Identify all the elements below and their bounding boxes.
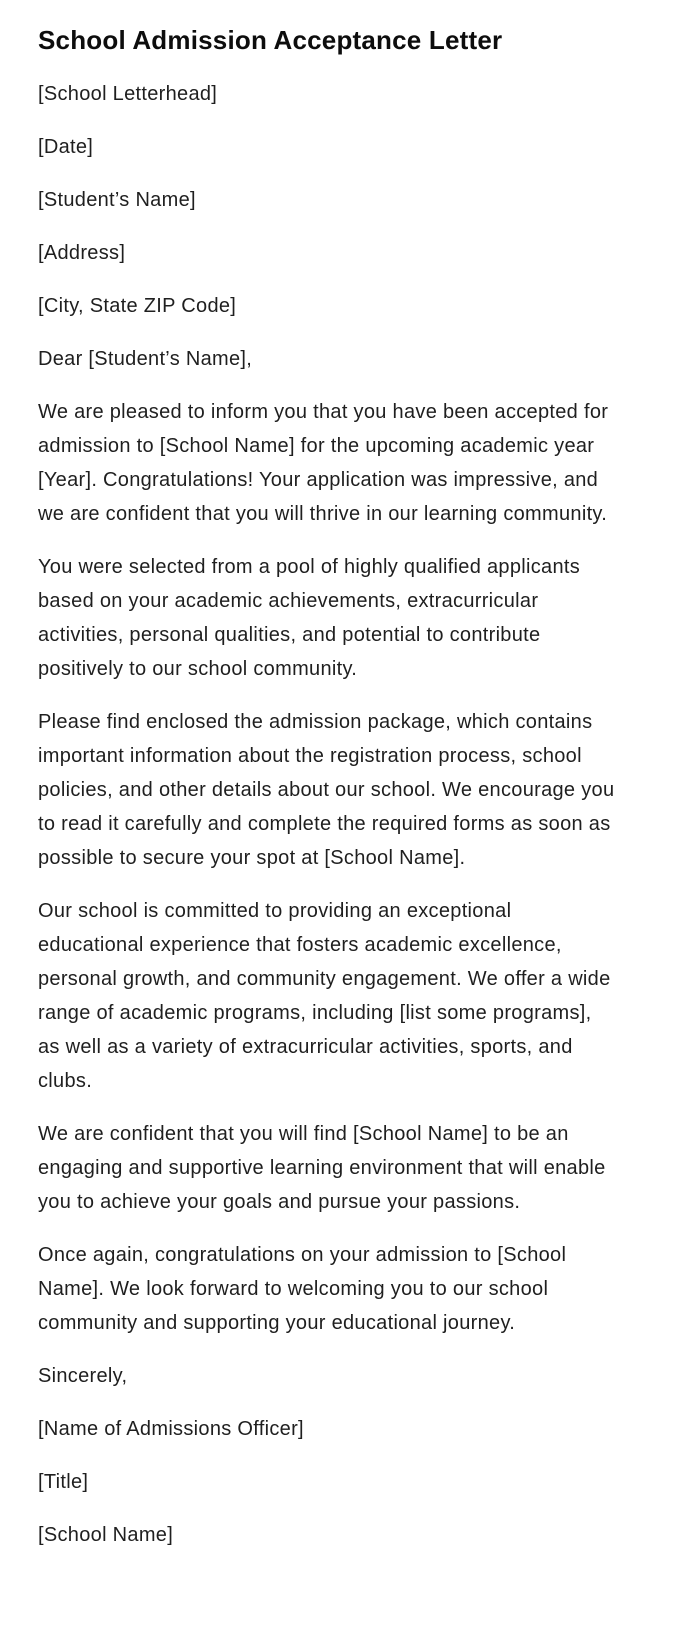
paragraph-city-state-zip: [City, State ZIP Code] <box>38 295 237 317</box>
signature-officer-name: [Name of Admissions Officer] <box>38 1418 304 1440</box>
paragraph-salutation: Dear [Student’s Name], <box>38 348 253 370</box>
page-title: School Admission Acceptance Letter <box>38 25 503 55</box>
signature-officer-title: [Title] <box>38 1471 89 1493</box>
paragraph-admission-package: Please find enclosed the admission package, which contains important information about the registration process, school policies, and other details about our school. We encourage you to read it carefully and complete the required forms as soon as possible to secure your spot at [School Name]. <box>38 711 615 869</box>
signature-school-name: [School Name] <box>38 1524 174 1546</box>
paragraph-acceptance: We are pleased to inform you that you have been accepted for admission to [School Name] for the upcoming academic year [Year]. Congratulations! Your application was impressive, and we are confident that you will thrive in our learning community. <box>38 401 609 525</box>
paragraph-address: [Address] <box>38 242 126 264</box>
letter-body <box>38 77 616 1552</box>
paragraph-student-name: [Student’s Name] <box>38 189 196 211</box>
paragraph-congratulations: Once again, congratulations on your admission to [School Name]. We look forward to welcoming you to our school community and supporting your educational journey. <box>38 1244 567 1334</box>
paragraph-closing: Sincerely, <box>38 1365 128 1387</box>
paragraph-school-commitment: Our school is committed to providing an exceptional educational experience that fosters academic excellence, personal growth, and community engagement. We offer a wide range of academic programs, including [list some programs], as well as a variety of extracurricular activities, sports, and clubs. <box>38 900 611 1092</box>
paragraph-school-letterhead: [School Letterhead] <box>38 83 218 105</box>
paragraph-date: [Date] <box>38 136 94 158</box>
paragraph-environment: We are confident that you will find [School Name] to be an engaging and supportive learning environment that will enable you to achieve your goals and pursue your passions. <box>38 1123 606 1213</box>
paragraph-selection-criteria: You were selected from a pool of highly qualified applicants based on your academic achievements, extracurricular activities, personal qualities, and potential to contribute positively to our school community. <box>38 556 581 680</box>
